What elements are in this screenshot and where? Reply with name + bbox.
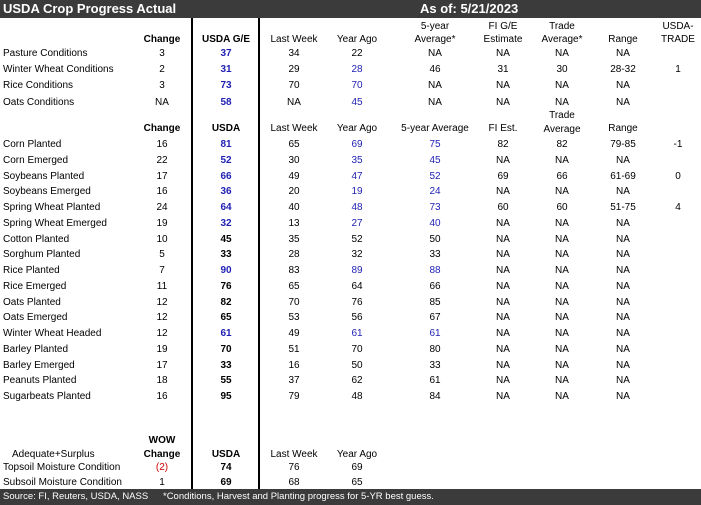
cell-change: 16 [156,391,168,402]
footer-note: *Conditions, Harvest and Planting progress for 5-YR best guess. [163,491,434,502]
cell-5yr-average: 75 [429,139,441,150]
cell-year-ago: 45 [351,96,363,108]
cell-fi-estimate: NA [496,343,510,355]
header-usda: USDA [211,123,241,134]
cell-5yr-average: 52 [429,170,441,182]
cell-change: 19 [156,343,168,355]
cell-year-ago: 27 [351,217,363,229]
cell-change: 7 [159,265,165,276]
header-last-week: Last Week [270,449,318,460]
cell-year-ago: 89 [351,265,363,276]
row-label: Corn Planted [3,139,62,150]
row-label: Spring Wheat Emerged [3,217,107,229]
cell-usda: 69 [220,477,232,488]
cell-range: NA [616,343,630,355]
cell-5yr-average: 45 [429,154,441,166]
cell-5yr-average: 73 [429,202,441,213]
cell-change: 22 [156,154,168,166]
cell-range: 51-75 [610,202,636,213]
cell-usda: 74 [220,462,232,473]
cell-change: 3 [159,48,165,59]
cell-last-week: 65 [288,280,300,292]
cell-usda: 33 [220,359,232,371]
row-label: Sorghum Planted [3,249,81,261]
header-fi-est: FI Est. [488,123,518,134]
cell-range: NA [616,249,630,261]
cell-trade-average: NA [555,186,569,198]
cell-usda: 61 [220,328,232,339]
cell-usda: 33 [220,249,232,261]
cell-trade-average: NA [555,280,569,292]
cell-fi-estimate: 82 [497,139,509,150]
cell-fi-estimate: 69 [497,170,509,182]
cell-last-week: 79 [288,391,300,402]
cell-change: 12 [156,328,168,339]
cell-5yr-average: 40 [429,217,441,229]
row-label: Barley Emerged [3,359,75,371]
cell-change: 19 [156,217,168,229]
cell-fi-estimate: NA [496,296,510,308]
cell-fi-estimate: NA [496,80,510,92]
cell-year-ago: 52 [351,233,363,245]
cell-usda: 76 [220,280,232,292]
cell-usda: 82 [220,296,232,308]
cell-last-week: NA [287,96,301,108]
cell-year-ago: 69 [351,139,363,150]
cell-trade-average: NA [555,233,569,245]
cell-fi-estimate: 60 [497,202,509,213]
cell-trade-average: NA [555,343,569,355]
cell-trade-average: NA [555,217,569,229]
cell-trade-average: NA [555,265,569,276]
cell-year-ago: 69 [351,462,363,473]
row-label: Subsoil Moisture Condition [3,477,122,488]
cell-usda: 37 [220,48,232,59]
cell-trade-average: 66 [556,170,568,182]
cell-fi-estimate: NA [496,391,510,402]
cell-fi-estimate: NA [496,249,510,261]
cell-5yr-average: 46 [429,64,441,76]
row-label: Topsoil Moisture Condition [3,462,121,473]
cell-usda-trade: -1 [673,139,683,150]
cell-change: 10 [156,233,168,245]
cell-year-ago: 50 [351,359,363,371]
cell-usda: 55 [220,375,232,387]
cell-year-ago: 62 [351,375,363,387]
header-fi-ge-estimate: FI G/E Estimate [483,21,523,45]
cell-fi-estimate: NA [496,233,510,245]
cell-usda: 58 [220,96,232,108]
cell-last-week: 76 [288,462,300,473]
cell-fi-estimate: NA [496,186,510,198]
cell-trade-average: NA [555,48,569,59]
row-label: Rice Conditions [3,80,74,92]
cell-change: 16 [156,186,168,198]
cell-last-week: 37 [288,375,300,387]
header-year-ago: Year Ago [336,123,378,134]
cell-year-ago: 48 [351,391,363,402]
cell-change: 3 [159,80,165,92]
cell-trade-average: NA [555,312,569,324]
row-label: Peanuts Planted [3,375,77,387]
row-label: Spring Wheat Planted [3,202,101,213]
cell-year-ago: 61 [351,328,363,339]
cell-5yr-average: 85 [429,296,441,308]
as-of-date: As of: 5/21/2023 [420,1,519,16]
cell-5yr-average: 66 [429,280,441,292]
cell-5yr-average: 67 [429,312,441,324]
cell-range: NA [616,375,630,387]
cell-last-week: 20 [288,186,300,198]
header-5yr-average: 5-year Average* [414,21,456,45]
cell-last-week: 65 [288,139,300,150]
row-label: Oats Planted [3,296,61,308]
header-change: Change [143,123,181,134]
cell-trade-average: 60 [556,202,568,213]
header-last-week: Last Week [270,34,318,45]
header-range: Range [608,34,638,45]
cell-year-ago: 19 [351,186,363,198]
cell-trade-average: NA [555,296,569,308]
cell-usda: 73 [220,80,232,92]
cell-change: 12 [156,296,168,308]
cell-usda: 81 [220,139,232,150]
footer [0,489,701,505]
cell-last-week: 16 [288,359,300,371]
header-usda-trade: USDA- TRADE [661,21,695,45]
header-wow-change: WOW Change [143,435,181,460]
cell-year-ago: 22 [351,48,363,59]
cell-trade-average: NA [555,249,569,261]
cell-change: 1 [159,477,165,488]
cell-trade-average: 30 [556,64,568,76]
row-label: Barley Planted [3,343,69,355]
cell-fi-estimate: NA [496,154,510,166]
header-usda: USDA [211,449,241,460]
cell-last-week: 68 [288,477,300,488]
cell-fi-estimate: NA [496,375,510,387]
cell-range: NA [616,280,630,292]
cell-trade-average: NA [555,80,569,92]
cell-change: 11 [156,280,168,292]
cell-year-ago: 70 [351,343,363,355]
cell-trade-average: NA [555,328,569,339]
cell-range: NA [616,80,630,92]
label-adequate-surplus: Adequate+Surplus [12,449,95,460]
cell-5yr-average: 61 [429,375,441,387]
cell-fi-estimate: NA [496,265,510,276]
cell-last-week: 29 [288,64,300,76]
cell-range: NA [616,233,630,245]
row-label: Winter Wheat Headed [3,328,102,339]
cell-last-week: 70 [288,296,300,308]
row-label: Oats Conditions [3,96,75,108]
header-year-ago: Year Ago [336,449,378,460]
cell-usda: 31 [220,64,232,76]
cell-year-ago: 76 [351,296,363,308]
cell-5yr-average: NA [428,96,442,108]
cell-last-week: 49 [288,170,300,182]
cell-range: 61-69 [610,170,636,182]
cell-year-ago: 48 [351,202,363,213]
cell-5yr-average: NA [428,48,442,59]
cell-range: NA [616,217,630,229]
cell-usda: 66 [220,170,232,182]
cell-range: NA [616,186,630,198]
cell-fi-estimate: 31 [497,64,509,76]
cell-trade-average: 82 [556,139,568,150]
cell-year-ago: 65 [351,477,363,488]
cell-fi-estimate: NA [496,217,510,229]
cell-5yr-average: 88 [429,265,441,276]
header-trade-average: Trade Average* [541,21,583,45]
cell-range: NA [616,154,630,166]
cell-range: NA [616,391,630,402]
cell-5yr-average: 61 [429,328,441,339]
cell-year-ago: 70 [351,80,363,92]
cell-5yr-average: 80 [429,343,441,355]
cell-range: NA [616,296,630,308]
cell-last-week: 53 [288,312,300,324]
cell-fi-estimate: NA [496,312,510,324]
row-label: Soybeans Planted [3,170,85,182]
cell-change: 12 [156,312,168,324]
cell-year-ago: 64 [351,280,363,292]
cell-year-ago: 35 [351,154,363,166]
cell-usda: 70 [220,343,232,355]
title-bar [0,0,701,18]
cell-fi-estimate: NA [496,96,510,108]
cell-usda: 65 [220,312,232,324]
cell-fi-estimate: NA [496,48,510,59]
cell-change: 18 [156,375,168,387]
cell-5yr-average: 24 [429,186,441,198]
header-last-week: Last Week [270,123,318,134]
cell-change: 16 [156,139,168,150]
header-usda-ge: USDA G/E [202,34,250,45]
cell-range: NA [616,312,630,324]
cell-last-week: 83 [288,265,300,276]
cell-5yr-average: 50 [429,233,441,245]
cell-change: 5 [159,249,165,261]
header-5yr-average: 5-year Average [401,123,469,134]
cell-usda: 36 [220,186,232,198]
cell-usda: 64 [220,202,232,213]
row-label: Winter Wheat Conditions [3,64,114,76]
cell-year-ago: 47 [351,170,363,182]
cell-usda-trade: 4 [675,202,681,213]
cell-usda: 32 [220,217,232,229]
cell-change: NA [155,96,169,108]
cell-fi-estimate: NA [496,280,510,292]
cell-fi-estimate: NA [496,359,510,371]
cell-trade-average: NA [555,96,569,108]
row-label: Cotton Planted [3,233,70,245]
cell-range: NA [616,265,630,276]
cell-last-week: 70 [288,80,300,92]
cell-5yr-average: 33 [429,359,441,371]
cell-range: NA [616,48,630,59]
cell-range: NA [616,96,630,108]
cell-last-week: 28 [288,249,300,261]
header-range: Range [608,123,638,134]
cell-usda-trade: 1 [675,64,681,76]
cell-trade-average: NA [555,391,569,402]
cell-change: 24 [156,202,168,213]
cell-trade-average: NA [555,154,569,166]
row-label: Rice Planted [3,265,60,276]
cell-last-week: 49 [288,328,300,339]
cell-last-week: 34 [288,48,300,59]
cell-change: (2) [155,462,169,473]
cell-change: 2 [159,64,165,76]
row-label: Corn Emerged [3,154,69,166]
footer-source: Source: FI, Reuters, USDA, NASS [3,491,149,502]
header-change: Change [143,34,181,45]
cell-5yr-average: 84 [429,391,441,402]
cell-change: 17 [156,170,168,182]
cell-trade-average: NA [555,375,569,387]
row-label: Soybeans Emerged [3,186,91,198]
cell-usda: 45 [220,233,232,245]
cell-year-ago: 32 [351,249,363,261]
cell-last-week: 30 [288,154,300,166]
row-label: Rice Emerged [3,280,67,292]
cell-fi-estimate: NA [496,328,510,339]
header-trade-average: Trade Average [543,110,581,135]
cell-usda: 52 [220,154,232,166]
row-label: Oats Emerged [3,312,68,324]
cell-5yr-average: 33 [429,249,441,261]
cell-year-ago: 28 [351,64,363,76]
row-label: Pasture Conditions [3,48,88,59]
cell-change: 17 [156,359,168,371]
cell-range: NA [616,328,630,339]
cell-range: 28-32 [610,64,636,76]
cell-5yr-average: NA [428,80,442,92]
cell-last-week: 51 [288,343,300,355]
cell-range: 79-85 [610,139,636,150]
row-label: Sugarbeats Planted [3,391,91,402]
cell-last-week: 13 [288,217,300,229]
cell-last-week: 40 [288,202,300,213]
cell-usda-trade: 0 [675,170,681,182]
cell-usda: 95 [220,391,232,402]
header-year-ago: Year Ago [336,34,378,45]
cell-last-week: 35 [288,233,300,245]
cell-usda: 90 [220,265,232,276]
cell-trade-average: NA [555,359,569,371]
cell-range: NA [616,359,630,371]
report-title: USDA Crop Progress Actual [3,1,177,16]
cell-year-ago: 56 [351,312,363,324]
